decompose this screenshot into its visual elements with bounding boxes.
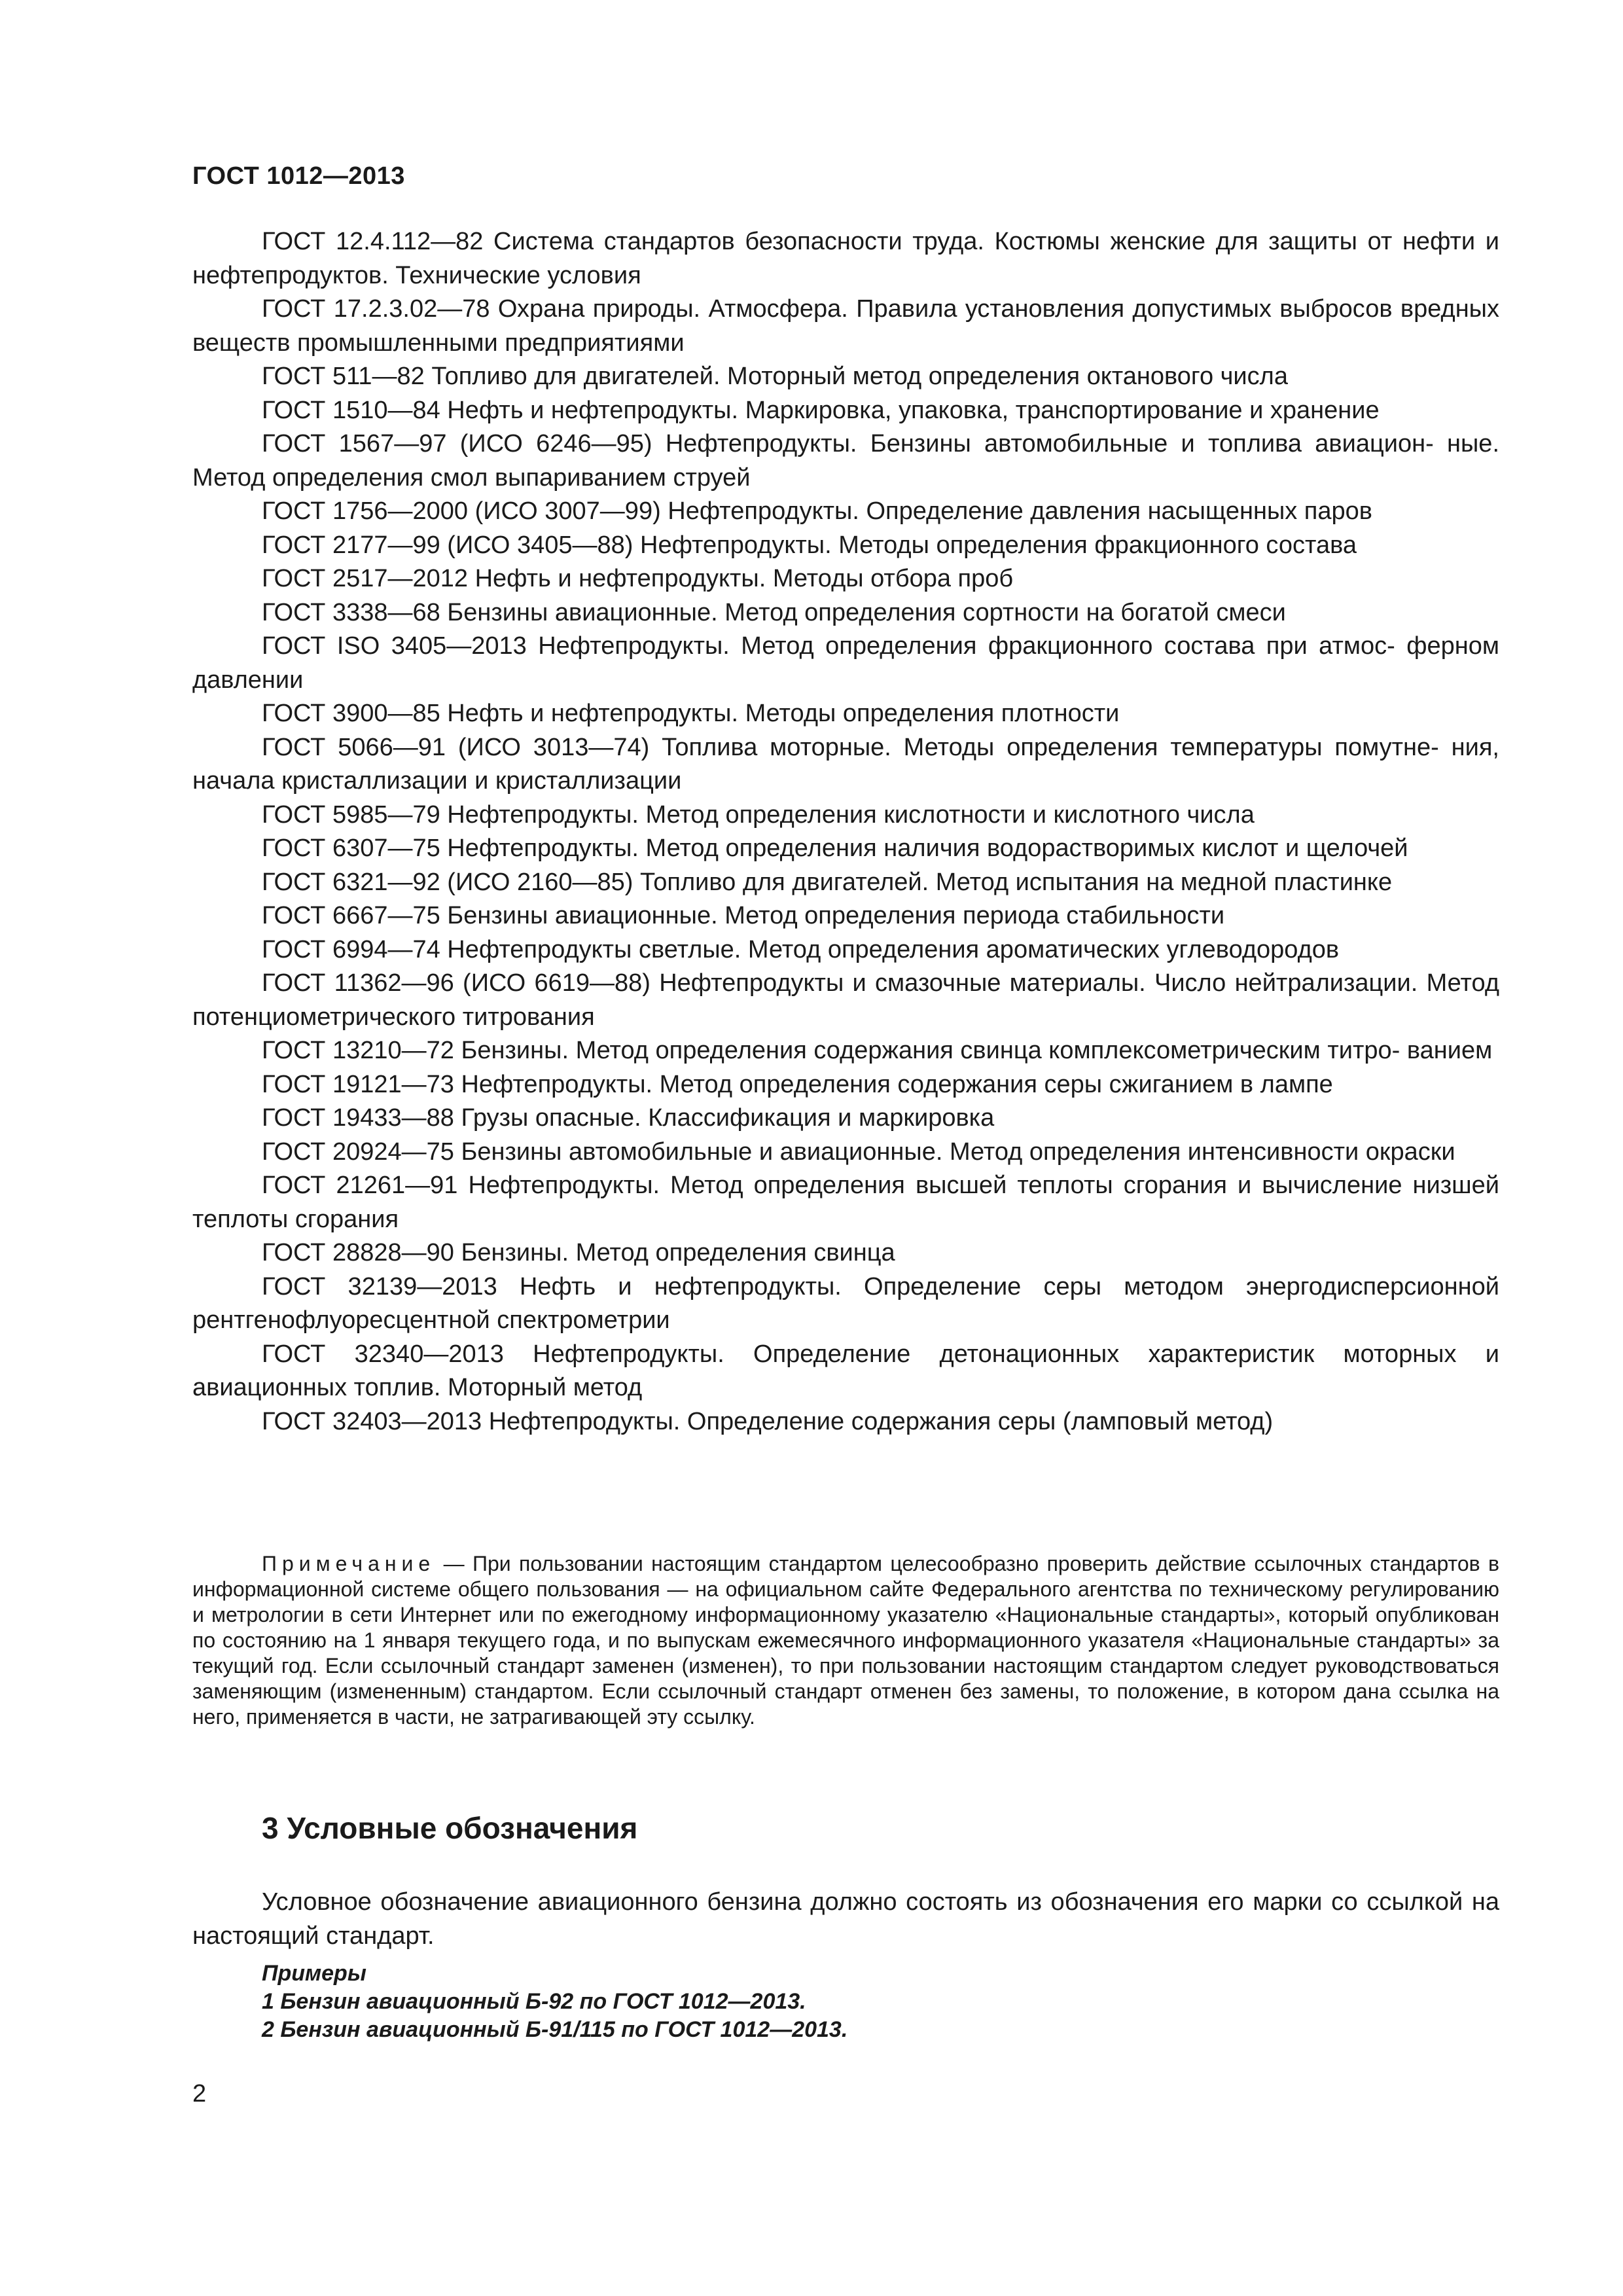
reference-item: ГОСТ 32403—2013 Нефтепродукты. Определение содержания серы (ламповый метод) — [262, 1407, 1274, 1435]
examples-heading: Примеры — [262, 1961, 366, 1986]
example-item: 1 Бензин авиационный Б-92 по ГОСТ 1012—2013. — [262, 1989, 806, 2014]
reference-item: ГОСТ 11362—96 (ИСО 6619—88) Нефтепродукты и смазочные материалы. Число нейтрализации. Метод потенциометрического титрования — [192, 969, 1499, 1031]
examples-block — [262, 1960, 1440, 2044]
reference-item: ГОСТ 3900—85 Нефть и нефтепродукты. Методы определения плотности — [262, 700, 1120, 727]
reference-item: ГОСТ 12.4.112—82 Система стандартов безопасности труда. Костюмы женские для защиты от нефти и нефтепродуктов. Технические условия — [192, 228, 1499, 289]
reference-item: ГОСТ 28828—90 Бензины. Метод определения свинца — [262, 1239, 895, 1266]
section-3-title: 3 Условные обозначения — [262, 1811, 638, 1845]
reference-item: ГОСТ 13210—72 Бензины. Метод определения содержания свинца комплексометрическим титро- ванием — [262, 1037, 1493, 1064]
reference-item: ГОСТ 2177—99 (ИСО 3405—88) Нефтепродукты. Методы определения фракционного состава — [262, 531, 1357, 559]
normative-references-list — [192, 225, 1499, 1439]
note-text: — При пользовании настоящим стандартом целесообразно проверить действие ссылочных стандартов в информационной системе общего пользования — на официальном сайте Федерального агентства по техническому регулированию и метрологии в сети Интернет или по ежегодному информационному указателю «Национальные стандарты», который опубликован по состоянию на 1 января текущего года, и по выпускам ежемесячного информационного указателя «Национальные стандарты» за текущий год. Если ссылочный стандарт заменен (изменен), то при пользовании настоящим стандартом следует руководствоваться заменяющим (измененным) стандартом. Если ссылочный стандарт отменен без замены, то положение, в котором дана ссылка на него, применяется в части, не затрагивающей эту ссылку. — [192, 1552, 1500, 1729]
reference-item: ГОСТ 5066—91 (ИСО 3013—74) Топлива моторные. Методы определения температуры помутне- ния, начала кристаллизации и кристаллизации — [192, 733, 1499, 795]
example-item: 2 Бензин авиационный Б-91/115 по ГОСТ 1012—2013. — [262, 2017, 848, 2042]
reference-item: ГОСТ 6307—75 Нефтепродукты. Метод определения наличия водорастворимых кислот и щелочей — [262, 834, 1408, 862]
note-label: Примечание — [262, 1552, 436, 1575]
section-3-paragraph: Условное обозначение авиационного бензина должно состоять из обозначения его марки со ссылкой на настоящий стандарт. — [192, 1888, 1499, 1950]
reference-item: ГОСТ 20924—75 Бензины автомобильные и авиационные. Метод определения интенсивности окраски — [262, 1138, 1455, 1166]
reference-item: ГОСТ 3338—68 Бензины авиационные. Метод определения сортности на богатой смеси — [262, 598, 1286, 626]
document-header-title: ГОСТ 1012—2013 — [192, 162, 405, 190]
reference-item: ГОСТ 19121—73 Нефтепродукты. Метод определения содержания серы сжиганием в лампе — [262, 1070, 1333, 1098]
page-number: 2 — [192, 2080, 207, 2108]
reference-item: ГОСТ 511—82 Топливо для двигателей. Моторный метод определения октанового числа — [262, 363, 1288, 390]
reference-item: ГОСТ 21261—91 Нефтепродукты. Метод определения высшей теплоты сгорания и вычисление низшей теплоты сгорания — [192, 1172, 1499, 1233]
note-block — [192, 1551, 1499, 1730]
reference-item: ГОСТ 19433—88 Грузы опасные. Классификация и маркировка — [262, 1104, 995, 1132]
reference-item: ГОСТ 5985—79 Нефтепродукты. Метод определения кислотности и кислотного числа — [262, 800, 1255, 829]
reference-item: ГОСТ 32139—2013 Нефть и нефтепродукты. Определение серы методом энергодисперсионной рентгенофлуоресцентной спектрометрии — [192, 1272, 1499, 1334]
reference-item: ГОСТ 6994—74 Нефтепродукты светлые. Метод определения ароматических углеводородов — [262, 935, 1340, 963]
reference-item: ГОСТ 1567—97 (ИСО 6246—95) Нефтепродукты. Бензины автомобильные и топлива авиацион- ные. Метод определения смол выпариванием струей — [192, 430, 1499, 492]
reference-item: ГОСТ 32340—2013 Нефтепродукты. Определение детонационных характеристик моторных и авиационных топлив. Моторный метод — [192, 1340, 1499, 1401]
reference-item: ГОСТ 1756—2000 (ИСО 3007—99) Нефтепродукты. Определение давления насыщенных паров — [262, 497, 1372, 525]
reference-item: ГОСТ 2517—2012 Нефть и нефтепродукты. Методы отбора проб — [262, 565, 1014, 592]
reference-item: ГОСТ ISO 3405—2013 Нефтепродукты. Метод определения фракционного состава при атмос- ферном давлении — [192, 632, 1499, 694]
reference-item: ГОСТ 6667—75 Бензины авиационные. Метод определения периода стабильности — [262, 902, 1225, 929]
reference-item: ГОСТ 17.2.3.02—78 Охрана природы. Атмосфера. Правила установления допустимых выбросов вредных веществ промышленными предприятиями — [192, 295, 1499, 357]
reference-item: ГОСТ 1510—84 Нефть и нефтепродукты. Маркировка, упаковка, транспортирование и хранение — [262, 396, 1380, 424]
reference-item: ГОСТ 6321—92 (ИСО 2160—85) Топливо для двигателей. Метод испытания на медной пластинке — [262, 868, 1393, 896]
